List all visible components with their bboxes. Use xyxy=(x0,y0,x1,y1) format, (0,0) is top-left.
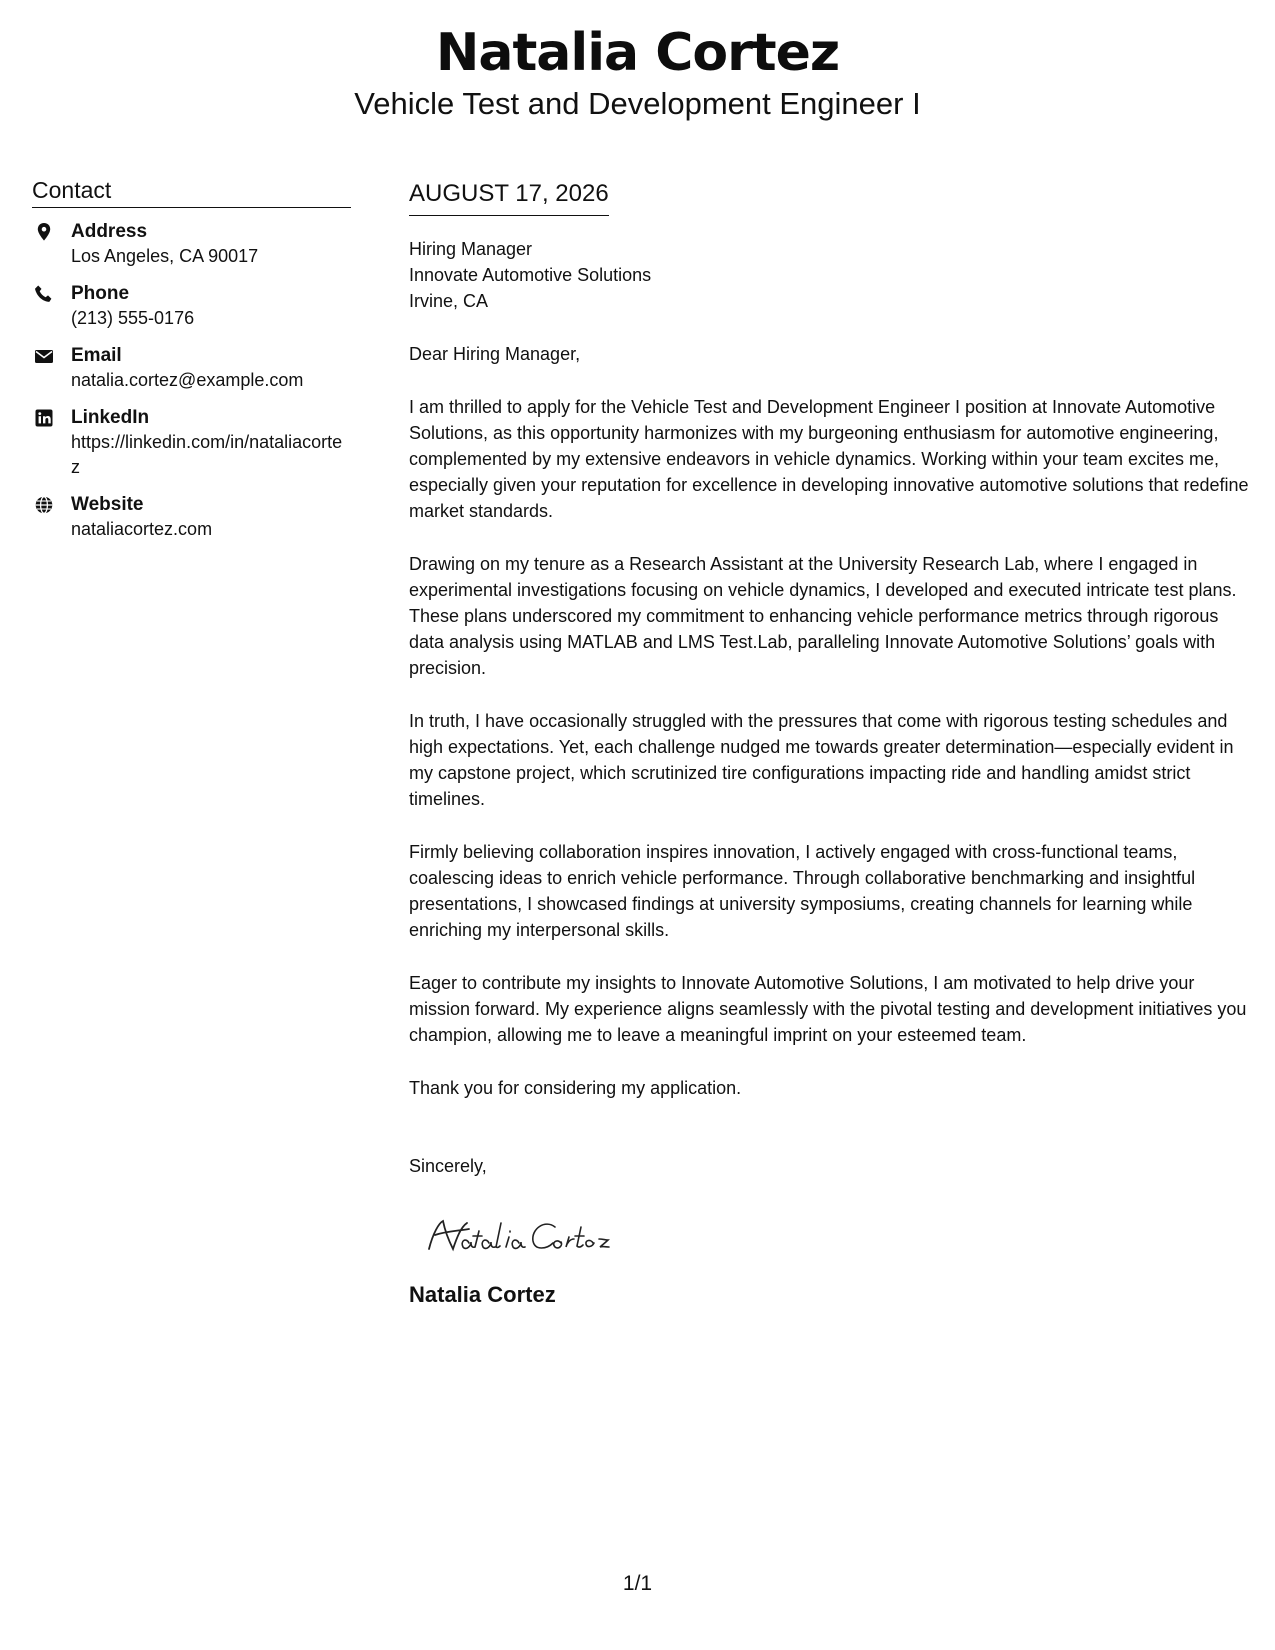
envelope-icon xyxy=(34,346,54,366)
globe-icon xyxy=(34,495,54,515)
handwritten-signature xyxy=(423,1209,1249,1265)
contact-section-title: Contact xyxy=(32,176,351,208)
recipient-name: Hiring Manager xyxy=(409,239,533,259)
contact-phone xyxy=(32,282,351,331)
body-paragraph: Thank you for considering my application. xyxy=(409,1078,742,1098)
page-number: 1/1 xyxy=(622,1572,653,1595)
recipient-location: Irvine, CA xyxy=(409,291,489,311)
website-link[interactable]: nataliacortez.com xyxy=(71,519,213,539)
recipient-company: Innovate Automotive Solutions xyxy=(409,265,652,285)
contact-label: LinkedIn xyxy=(71,407,150,428)
contact-label: Phone xyxy=(71,283,130,304)
closing: Sincerely, xyxy=(409,1156,487,1176)
body-paragraph: Eager to contribute my insights to Innovate Automotive Solutions, I am motivated to help drive your mission forward. My experience aligns seamlessly with the pivotal testing and development initiatives you champion, allowing me to leave a meaningful imprint on your esteemed team. xyxy=(409,973,1247,1045)
linkedin-icon xyxy=(34,408,54,428)
phone-icon xyxy=(34,284,54,304)
contact-email xyxy=(32,344,351,393)
contact-linkedin xyxy=(32,406,351,480)
contact-label: Address xyxy=(71,221,148,242)
email-link[interactable]: natalia.cortez@example.com xyxy=(71,370,304,390)
linkedin-link[interactable]: https://linkedin.com/in/nataliacortez xyxy=(71,432,343,477)
contact-address xyxy=(32,220,351,269)
applicant-name: Natalia Cortez xyxy=(435,23,840,83)
map-pin-icon xyxy=(34,222,54,242)
body-paragraph: Drawing on my tenure as a Research Assistant at the University Research Lab, where I engaged in experimental investigations focusing on vehicle dynamics, I developed and executed intricate test plans. These plans underscored my commitment to enhancing vehicle performance metrics through rigorous data analysis using MATLAB and LMS Test.Lab, paralleling Innovate Automotive Solutions’ goals with precision. xyxy=(409,554,1237,678)
date-block xyxy=(409,178,609,216)
letter-date: AUGUST 17, 2026 xyxy=(409,180,609,207)
contact-website xyxy=(32,493,351,542)
contact-label: Website xyxy=(71,494,144,515)
body-paragraph: Firmly believing collaboration inspires innovation, I actively engaged with cross-functional teams, coalescing ideas to enrich vehicle performance. Through collaborative benchmarking and insightful presentations, I showcased findings at university symposiums, creating channels for learning while enriching my interpersonal skills. xyxy=(409,842,1196,940)
signer-name: Natalia Cortez xyxy=(409,1282,556,1307)
body-paragraph: I am thrilled to apply for the Vehicle Test and Development Engineer I position at Innovate Automotive Solutions, as this opportunity harmonizes with my burgeoning enthusiasm for automotive engineering, complemented by my extensive endeavors in vehicle dynamics. Working within your team excites me, especially given your reputation for excellence in developing innovative automotive solutions that redefine market standards. xyxy=(409,397,1249,521)
recipient-block xyxy=(409,236,1249,314)
address-value: Los Angeles, CA 90017 xyxy=(71,246,259,266)
header xyxy=(0,18,1275,122)
salutation: Dear Hiring Manager, xyxy=(409,344,581,364)
letter-body xyxy=(409,178,1249,1309)
phone-value: (213) 555-0176 xyxy=(71,308,195,328)
contact-label: Email xyxy=(71,345,122,366)
job-title: Vehicle Test and Development Engineer I xyxy=(354,86,921,121)
body-paragraph: In truth, I have occasionally struggled with the pressures that come with rigorous testing schedules and high expectations. Yet, each challenge nudged me towards greater determination—especially evident in my capstone project, which scrutinized tire configurations impacting ride and handling amidst strict timelines. xyxy=(409,711,1234,809)
contact-sidebar xyxy=(32,176,351,555)
